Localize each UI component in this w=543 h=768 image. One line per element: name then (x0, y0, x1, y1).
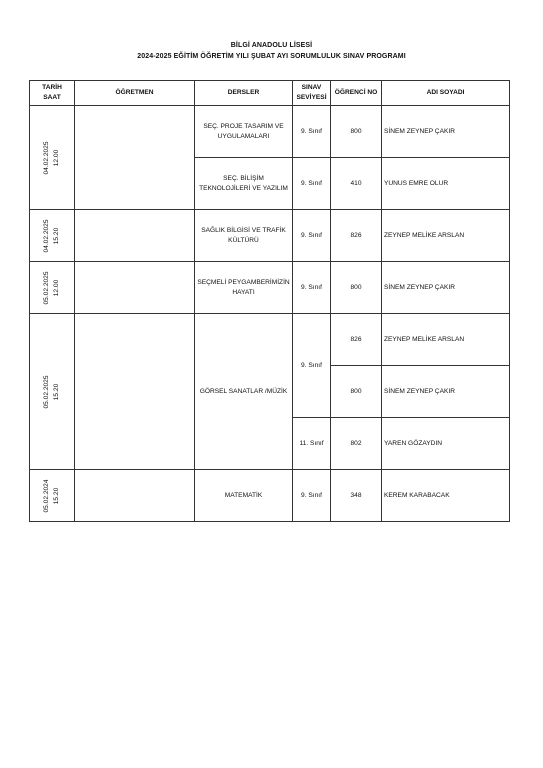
student-name-cell: YUNUS EMRE OLUR (382, 158, 510, 210)
table-row (30, 470, 510, 522)
document-subtitle: 2024-2025 EĞİTİM ÖĞRETİM YILI ŞUBAT AYI SORUMLULUK SINAV PROGRAMI (137, 53, 406, 60)
level-cell: 11. Sınıf (293, 418, 331, 470)
session-time: 15.20 (53, 227, 60, 244)
school-title: BİLGİ ANADOLU LİSESİ (230, 42, 313, 49)
session-date: 05.02.2025 (43, 374, 51, 409)
header-name: ADI SOYADI (382, 81, 510, 106)
table-row (30, 314, 510, 366)
student-name-cell: SİNEM ZEYNEP ÇAKIR (382, 262, 510, 314)
level-cell: 9. Sınıf (293, 314, 331, 418)
teacher-cell (75, 106, 195, 210)
header-date-time (30, 81, 75, 106)
exam-schedule-table (29, 80, 510, 522)
student-name-cell: SİNEM ZEYNEP ÇAKIR (382, 366, 510, 418)
level-cell: 9. Sınıf (293, 262, 331, 314)
student-no-cell: 800 (331, 262, 382, 314)
student-no-cell: 348 (331, 470, 382, 522)
session-time: 15.20 (53, 487, 60, 504)
level-cell: 9. Sınıf (293, 106, 331, 158)
course-cell: GÖRSEL SANATLAR /MÜZİK (195, 314, 293, 470)
header-teacher: ÖĞRETMEN (75, 81, 195, 106)
student-no-cell: 826 (331, 210, 382, 262)
student-name-cell: YAREN GÖZAYDIN (382, 418, 510, 470)
session-date-cell (30, 470, 75, 522)
session-date: 04.02.2025 (43, 218, 51, 253)
table-row (30, 262, 510, 314)
student-name-cell: ZEYNEP MELİKE ARSLAN (382, 314, 510, 366)
header-level (293, 81, 331, 106)
header-student-no: ÖĞRENCİ NO (331, 81, 382, 106)
session-date: 05.02.2024 (43, 478, 51, 513)
header-course: DERSLER (195, 81, 293, 106)
table-row (30, 210, 510, 262)
student-no-cell: 826 (331, 314, 382, 366)
session-time: 12.00 (53, 149, 60, 166)
table-row (30, 106, 510, 158)
header-date-label: TARİH (42, 84, 62, 92)
student-no-cell: 802 (331, 418, 382, 470)
student-no-cell: 800 (331, 366, 382, 418)
header-level-line1: SINAV (301, 84, 322, 92)
table-header-row (30, 81, 510, 106)
session-date: 05.02.2025 (43, 270, 51, 305)
session-date-cell (30, 314, 75, 470)
level-cell: 9. Sınıf (293, 470, 331, 522)
teacher-cell (75, 210, 195, 262)
teacher-cell (75, 262, 195, 314)
session-date-cell (30, 210, 75, 262)
teacher-cell (75, 314, 195, 470)
header-time-label: SAAT (43, 94, 61, 101)
course-cell: SEÇMELİ PEYGAMBERİMİZİN HAYATI (195, 262, 293, 314)
session-date-cell (30, 106, 75, 210)
session-time: 12.00 (53, 279, 60, 296)
student-name-cell: SİNEM ZEYNEP ÇAKIR (382, 106, 510, 158)
teacher-cell (75, 470, 195, 522)
student-name-cell: ZEYNEP MELİKE ARSLAN (382, 210, 510, 262)
course-cell: SEÇ. BİLİŞİM TEKNOLOJİLERİ VE YAZILIM (195, 158, 293, 210)
session-date: 04.02.2025 (43, 140, 51, 175)
level-cell: 9. Sınıf (293, 210, 331, 262)
session-time: 15.20 (53, 383, 60, 400)
student-no-cell: 410 (331, 158, 382, 210)
student-name-cell: KEREM KARABACAK (382, 470, 510, 522)
course-cell: SEÇ. PROJE TASARIM VE UYGULAMALARI (195, 106, 293, 158)
session-date-cell (30, 262, 75, 314)
course-cell: SAĞLIK BİLGİSİ VE TRAFİK KÜLTÜRÜ (195, 210, 293, 262)
level-cell: 9. Sınıf (293, 158, 331, 210)
course-cell: MATEMATİK (195, 470, 293, 522)
student-no-cell: 800 (331, 106, 382, 158)
header-level-line2: SEVİYESİ (296, 94, 327, 101)
